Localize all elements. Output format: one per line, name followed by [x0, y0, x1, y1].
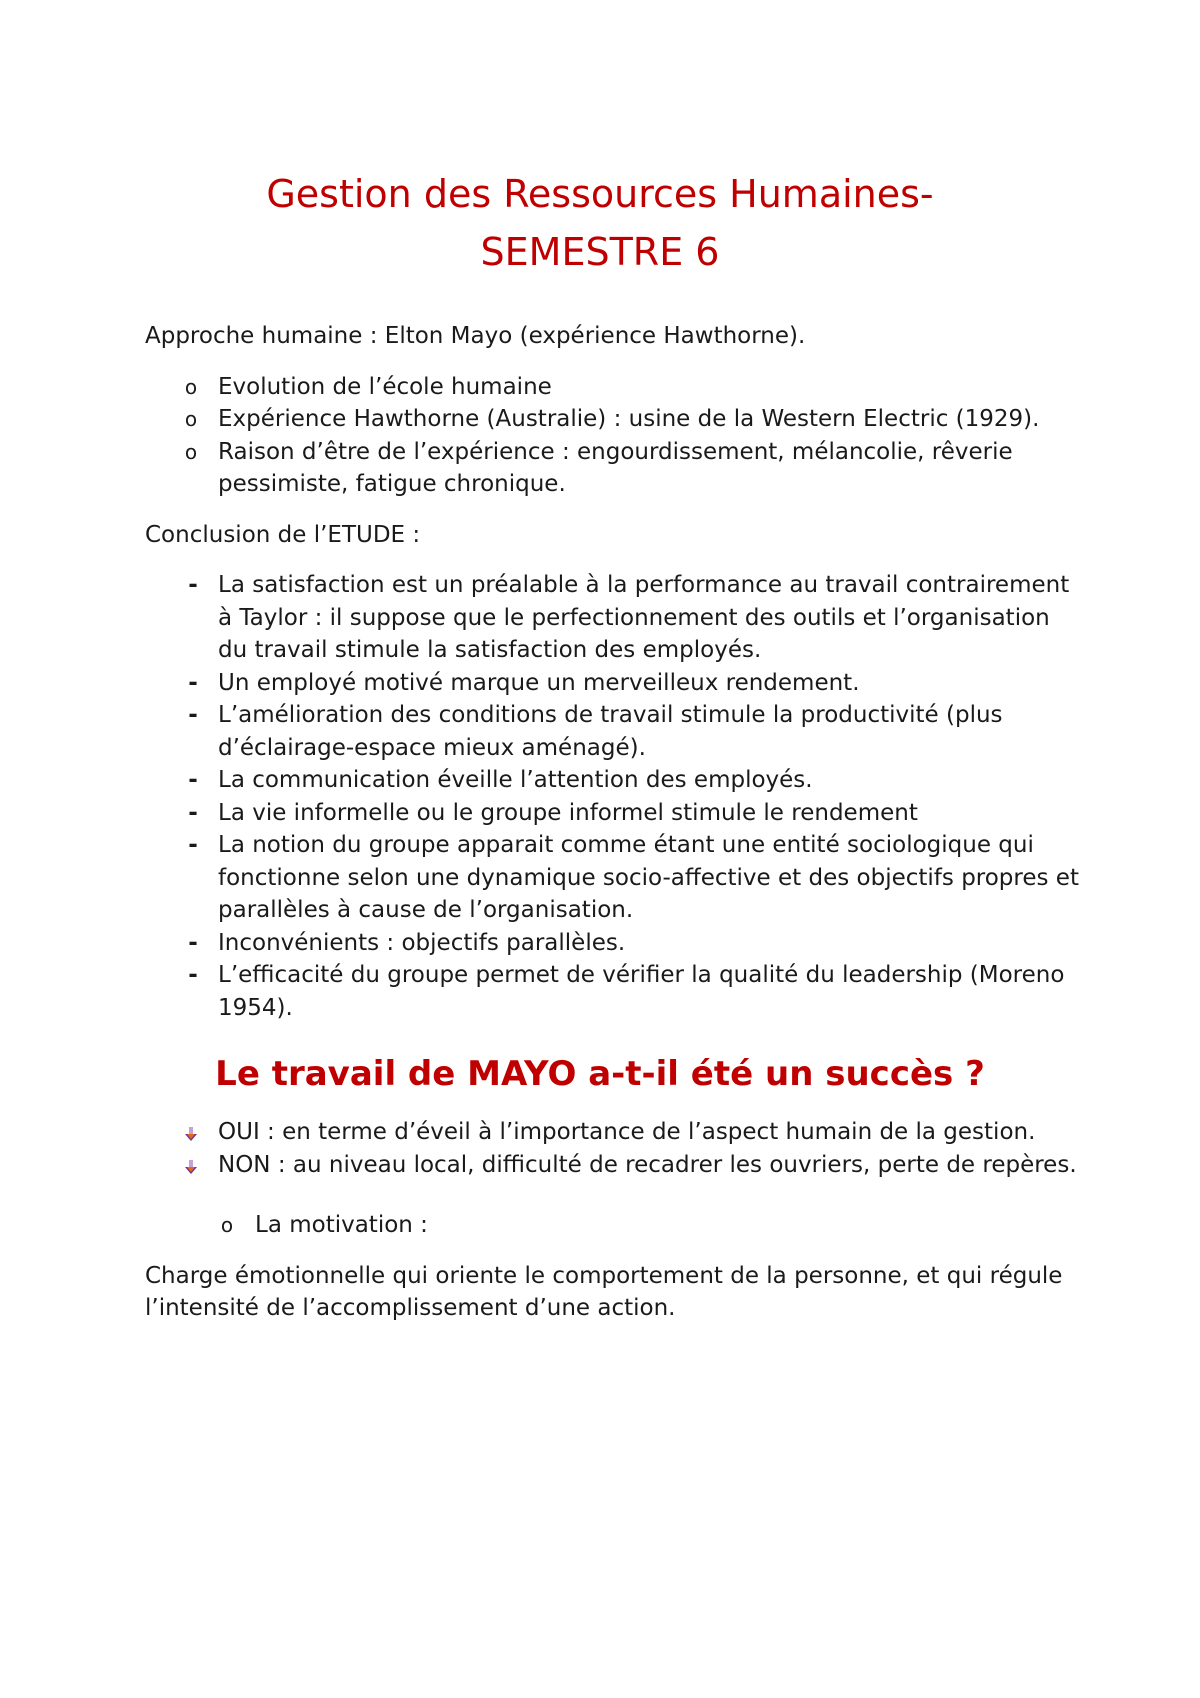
list-item	[145, 959, 1080, 1024]
list-item-text: Raison d’être de l’expérience : engourdissement, mélancolie, rêverie pessimiste, fatigue chronique.	[218, 438, 1013, 497]
list-item	[145, 829, 1080, 927]
list-item	[145, 436, 1080, 501]
dash-bullet-icon: -	[188, 962, 198, 988]
list-item-text: La satisfaction est un préalable à la performance au travail contrairement à Taylor : il suppose que le perfectionnement des outils et l’organisation du travail stimule la satisfaction des employés.	[218, 572, 1070, 663]
answer-list	[145, 1116, 1080, 1181]
dash-bullet-icon: -	[188, 832, 198, 858]
list-item-text: L’efficacité du groupe permet de vérifier la qualité du leadership (Moreno 1954).	[218, 962, 1065, 1021]
list-item	[145, 764, 1080, 797]
conclusion-heading: Conclusion de l’ETUDE :	[145, 521, 421, 548]
list-item-text: Un employé motivé marque un merveilleux rendement.	[218, 669, 860, 696]
list-item-text: Evolution de l’école humaine	[218, 373, 552, 400]
list-item-text: La motivation :	[255, 1212, 428, 1238]
circle-bullet-icon: o	[220, 1213, 234, 1237]
dash-bullet-icon: -	[188, 767, 198, 793]
list-item-text: Inconvénients : objectifs parallèles.	[218, 929, 626, 956]
list-item	[145, 371, 1080, 404]
circle-bullet-icon: o	[184, 407, 198, 431]
list-item-text: OUI : en terme d’éveil à l’importance de l’aspect humain de la gestion.	[218, 1119, 1036, 1145]
document-title	[0, 165, 1200, 281]
list-item	[145, 927, 1080, 960]
circle-bullet-icon: o	[184, 374, 198, 399]
list-item	[145, 667, 1080, 700]
intro-list	[145, 371, 1080, 501]
conclusion-list	[145, 569, 1080, 1024]
title-line-2: SEMESTRE 6	[480, 230, 720, 275]
motivation-list	[145, 1209, 1080, 1242]
dash-bullet-icon: -	[188, 702, 198, 728]
list-item-text: NON : au niveau local, difficulté de recadrer les ouvriers, perte de repères.	[218, 1151, 1077, 1178]
list-item	[145, 699, 1080, 764]
list-item	[145, 1209, 1080, 1242]
arrow-bullet-icon	[183, 1159, 199, 1175]
list-item-text: L’amélioration des conditions de travail stimule la productivité (plus d’éclairage-espace mieux aménagé).	[218, 702, 1003, 761]
list-item	[145, 569, 1080, 667]
intro-paragraph: Approche humaine : Elton Mayo (expérience Hawthorne).	[145, 323, 806, 349]
arrow-bullet-icon	[183, 1126, 199, 1142]
list-item-text: La communication éveille l’attention des employés.	[218, 767, 813, 793]
motivation-definition: Charge émotionnelle qui oriente le comportement de la personne, et qui régule l’intensité de l’accomplissement d’une action.	[145, 1262, 1063, 1321]
dash-bullet-icon: -	[188, 669, 198, 696]
list-item	[145, 403, 1080, 436]
question-heading: Le travail de MAYO a-t-il été un succès ?	[215, 1054, 985, 1094]
dash-bullet-icon: -	[188, 929, 198, 956]
list-item-text: La notion du groupe apparait comme étant une entité sociologique qui fonctionne selon une dynamique socio-affective et des objectifs propres et parallèles à cause de l’organisation.	[218, 832, 1079, 923]
dash-bullet-icon: -	[188, 799, 198, 826]
list-item	[145, 797, 1080, 830]
list-item	[145, 1116, 1080, 1149]
title-line-1: Gestion des Ressources Humaines-	[266, 172, 934, 217]
circle-bullet-icon: o	[184, 439, 198, 464]
list-item-text: La vie informelle ou le groupe informel stimule le rendement	[218, 799, 918, 826]
list-item-text: Expérience Hawthorne (Australie) : usine de la Western Electric (1929).	[218, 406, 1040, 432]
dash-bullet-icon: -	[188, 572, 198, 598]
document-body	[145, 320, 1080, 1325]
list-item	[145, 1149, 1080, 1182]
